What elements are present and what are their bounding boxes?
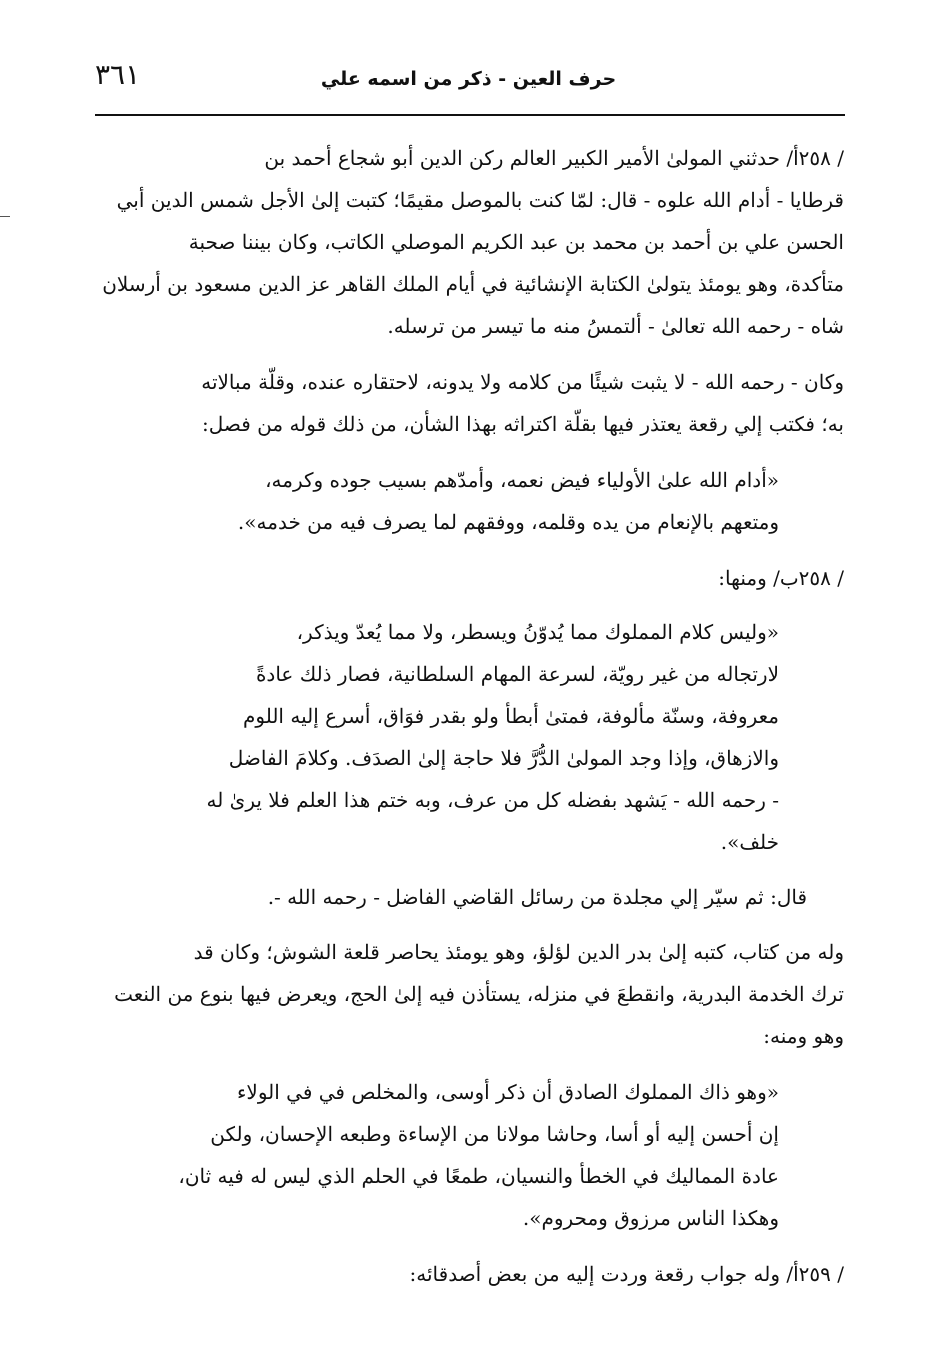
text-line: وله من كتاب، كتبه إلىٰ بدر الدين لؤلؤ، وهو يومئذ يحاصر قلعة الشوش؛ وكان قد (193, 940, 844, 964)
quote-line: لارتجاله من غير رويّة، لسرعة المهام السلطانية، فصار ذلك عادةً (255, 662, 779, 686)
text-line: الحسن علي بن أحمد بن محمد بن عبد الكريم الموصلي الكاتب، وكان بيننا صحبة (188, 230, 844, 254)
quote-line: «وهو ذاك المملوك الصادق أن ذكر أوسى، والمخلص في في الولاء (237, 1080, 779, 1104)
quote-line: خلف». (720, 830, 779, 854)
text-line: قرطايا - أدام الله علوه - قال: لمّا كنت بالموصل مقيمًا؛ كتبت إلىٰ الأجل شمس الدين أبي (116, 188, 844, 212)
quote-line: معروفة، وسنّة مألوفة، فمتىٰ أبطأ ولو بقدر فوَاق، أسرع إليه اللوم (243, 704, 779, 728)
text-line: / ٢٥٨ب/ ومنها: (718, 566, 844, 590)
quote-line: وهكذا الناس مرزوق ومحروم». (522, 1206, 779, 1230)
header-rule (95, 114, 845, 116)
running-head: حرف العين - ذكر من اسمه علي (320, 68, 617, 90)
text-line: وكان - رحمه الله - لا يثبت شيئًا من كلامه ولا يدونه، لاحتقاره عنده، وقلّة مبالاته (201, 370, 844, 394)
quote-line: ومتعهم بالإنعام من يده وقلمه، ووفقهم لما يصرف فيه من خدمه». (237, 510, 779, 534)
text-line: قال: ثم سيّر إلي مجلدة من رسائل القاضي الفاضل - رحمه الله -. (267, 885, 807, 909)
margin-mark (0, 216, 10, 218)
text-line: ترك الخدمة البدرية، وانقطعَ في منزله، يستأذن فيه إلىٰ الحج، ويعرض فيها بنوع من النعت (114, 982, 844, 1006)
quote-line: والازهاق، وإذا وجد المولىٰ الدُّرَّ فلا حاجة إلىٰ الصدَف. وكلامَ الفاضل (228, 746, 779, 770)
text-line: به؛ فكتب إلي رقعة يعتذر فيها بقلّة اكتراثه بهذا الشأن، من ذلك قوله من فصل: (202, 412, 844, 436)
text-line: / ٢٥٩أ/ وله جواب رقعة وردت إليه من بعض أصدقائه: (409, 1262, 844, 1286)
page-number: ٣٦١ (95, 58, 141, 91)
text-line: شاه - رحمه الله تعالىٰ - ألتمسُ منه ما تيسر من ترسله. (387, 314, 844, 338)
quote-line: إن أحسن إليه أو أسا، وحاشا مولانا من الإساءة وطبعه الإحسان، ولكن (210, 1122, 779, 1146)
quote-line: - رحمه الله - يَشهد بفضله كل من عرف، وبه ختم هذا العلم فلا يرىٰ له (206, 788, 779, 812)
text-line: متأكدة، وهو يومئذ يتولىٰ الكتابة الإنشائية في أيام الملك القاهر عز الدين مسعود بن أرسلان (102, 272, 844, 296)
text-line: وهو ومنه: (763, 1024, 844, 1048)
quote-line: عادة المماليك في الخطأ والنسيان، طمعًا في الحلم الذي ليس له فيه ثان، (178, 1164, 779, 1188)
quote-line: «أدام الله علىٰ الأولياء فيض نعمه، وأمدّهم بسيب جوده وكرمه، (265, 468, 779, 492)
quote-line: «وليس كلام المملوك مما يُدوّنُ ويسطر، ولا مما يُعدّ ويذكر، (296, 620, 779, 644)
text-line: / ٢٥٨أ/ حدثني المولىٰ الأمير الكبير العالم ركن الدين أبو شجاع أحمد بن (264, 146, 844, 170)
